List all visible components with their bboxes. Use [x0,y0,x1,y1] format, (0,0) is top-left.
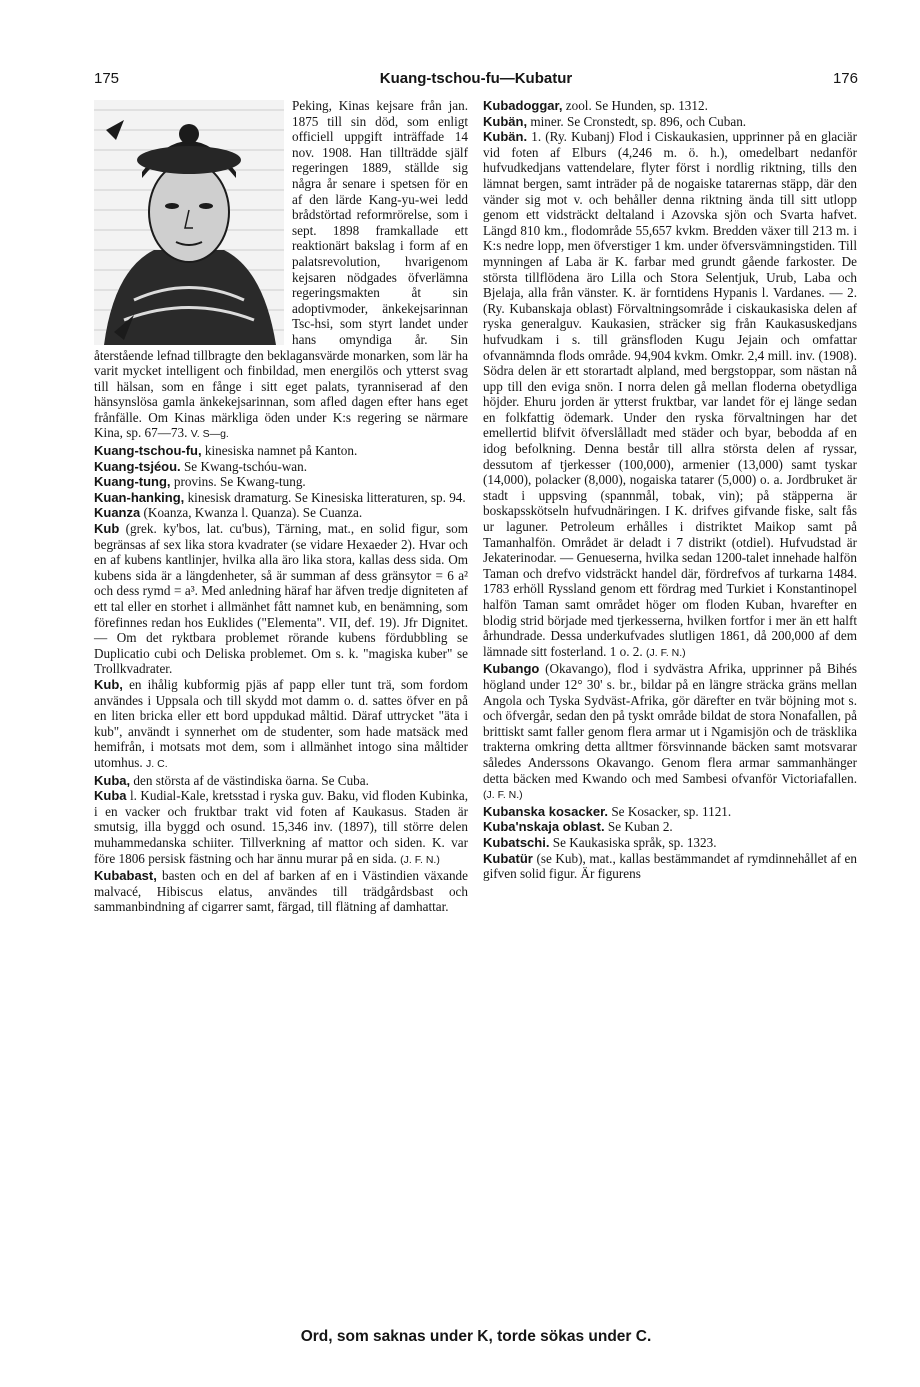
entry-kubanskaja-oblast [483,819,857,835]
entry-headword: Kubango [483,661,540,677]
entry-headword: Kubabast, [94,868,157,884]
entry-kuang-tschou-fu [94,443,468,459]
entry-text: basten och en del af barken af en i Västindien växande malvacé, Hibiscus elatus, användes till trädgårdsbast och sammanbindning af cigarrer samt, färgad, till flätning af damhattar. [94,868,468,915]
right-column [483,98,857,882]
entry-headword: Kubän, [483,113,528,129]
entry-headword: Kubatschi. [483,834,550,850]
entry-text: provins. Se Kwang-tung. [173,474,306,490]
entry-text: Se Kaukasiska språk, sp. 1323. [552,834,717,850]
entry-headword: Kubän. [483,129,528,145]
entry-text: kinesiska namnet på Kanton. [204,443,358,459]
entry-text: en ihålig kubformig pjäs af papp eller tunt trä, som fordom användes i Uppsala och till skydd mot damm o. d. sattes öfver en på en liten bricka eller ett bord uppdukad måltid. Däraf uttrycket "äta i kub", användt i synnerhet om de studenter, som hade matsäck med hemifrån, i motsats mot dem, som i allmänhet intogo sina måltider utomhus. [94,676,468,770]
entry-kuba-town [94,788,468,868]
entry-kub-math [94,521,468,677]
entry-headword: Kuba'nskaja oblast. [483,819,605,835]
entry-headword: Kuang-tung, [94,474,171,490]
entry-headword: Kuang-tsjéou. [94,458,181,474]
entry-kubanska-kosacker [483,804,857,820]
footer-note: Ord, som saknas under K, torde sökas under C. [300,1328,652,1345]
entry-signature: (J. F. N.) [483,789,523,802]
entry-signature: V. S—g. [190,428,229,441]
entry-kubadoggar [483,98,857,114]
entry-text: (Okavango), flod i sydvästra Afrika, upprinner på Bihés högland under 12° 30' s. br., bildar på en längre sträcka gräns mellan Angola och Tyska Sydväst-Afrika, gör därefter en tvär böjning mot s. och öfvergår, sedan den på tyskt område bildat de stora Nonafallen, på brittiskt samt faller genom flera armar ut i Ngamisjön och de träsklika trakterna omkring detta alltmer försvinnande bäcken samt motsvarar således Anderssons Okavango. Genom flera armar sammanhänger detta bäcken med Kwando och med Sambesi ofvanför Victoriafallen. [483,661,858,786]
entry-text: Peking, Kinas kejsare från jan. 1875 till sin död, som enligt officiell uppgift inträffade 14 nov. 1908. Han tillträdde själf regeringen 1889, ställde sig några år senare i spetsen för en af den lärde Kang-yu-wei ledd brådstörtad reformrörelse, som i sept. 1898 framkallade ett reaktionärt bakslag i form af en palatsrevolution, hvarigenom kejsaren nödgades öfverlämna regeringsmakten åt sin adoptivmoder, änkekejsarinnan Tsc-hsi, som styrt landet under hans omyndiga år. Sin återstående lefnad tillbragte den beklagansvärde monarken, som lär ha varit mycket intelligent och finbildad, men energilös och ytterst svag till hälsan, som en fånge i sitt eget palats, tyranniserad af den hänsynslösa gamla änkekejsarinnan, som afled dagen efter hans eget frånfälle. Om Kinas märkliga öden under K:s regering se närmare Kina, sp. 67—73. [94,98,468,441]
entry-kuang-tung [94,474,468,490]
entry-text: (grek. ky'bos, lat. cu'bus), Tärning, mat., en solid figur, som begränsas af sex lika stora kvadrater (se vidare Hexaeder 2). Hvar och en af kubens kantlinjer, hvilka alla äro lika stora, kallas dess sida. Om kubens sida är a längdenheter, så är summan af dess gränsytor = 6 a² och dess rymd = a³. Med anledning häraf har äfven tredje digniteten af ett tal eller en storhet i allmänhet fått namnet kub, en benämning, som förefinnes redan hos Euklides ("Elementa". VII, def. 19). Jfr Dignitet. — Om det ryktbara problemet rörande kubens fördubbling se Duplicatio cubi och Deliska problemet. Om s. k. "magiska kuber" se Trollkvadrater. [94,521,469,677]
page-number-right: 176 [832,70,858,87]
entry-headword: Kuba [94,788,127,804]
entry-text: Se Kosacker, sp. 1121. [611,803,732,819]
entry-text: l. Kudial-Kale, kretsstad i ryska guv. Baku, vid floden Kubinka, i en vacker och fruktbar trakt vid foten af Kaukasus. Staden är smutsig, illa byggd och osund. 15,346 inv. (1897), till större delen muhammedanska schiiter. Tillverkning af mattor och siden. K. var före 1806 persisk fästning och har ännu murar på en sida. [94,788,468,866]
entry-headword: Kubadoggar, [483,98,563,113]
emperor-portrait-image [94,100,284,345]
left-column [94,98,468,915]
entry-kuban-river [483,129,857,661]
entry-text: den största af de västindiska öarna. Se Cuba. [133,772,369,788]
entry-headword: Kuba, [94,772,131,788]
running-title: Kuang-tschou-fu—Kubatur [379,70,573,87]
entry-kubatschi [483,835,857,851]
entry-text: (Koanza, Kwanza l. Quanza). Se Cuanza. [143,505,363,521]
entry-headword: Kub [94,521,120,537]
entry-text: Se Kuban 2. [607,819,673,835]
page-header [94,68,858,94]
entry-kuban-miner [483,114,857,130]
entry-headword: Kub, [94,676,123,692]
entry-headword: Kubanska kosacker. [483,803,609,819]
entry-kuanza [94,505,468,521]
entry-text: Se Kwang-tschóu-wan. [183,458,308,474]
entry-text: miner. Se Cronstedt, sp. 896, och Cuban. [530,113,747,129]
entry-signature: J. C. [146,757,168,770]
entry-kuang-tsjeou [94,459,468,475]
entry-text: kinesisk dramaturg. Se Kinesiska litteraturen, sp. 94. [187,489,466,505]
entry-signature: (J. F. N.) [400,853,440,866]
entry-kuba-island [94,773,468,789]
entry-headword: Kuang-tschou-fu, [94,443,202,459]
entry-kubatur [483,851,857,882]
entry-headword: Kuan-hanking, [94,489,185,505]
entry-headword: Kubatür [483,850,533,866]
entry-text: (se Kub), mat., kallas bestämmandet af rymdinnehållet af en gifven solid figur. Är figurens [483,850,857,882]
entry-guangxu [94,98,468,443]
entry-text: 1. (Ry. Kubanj) Flod i Ciskaukasien, upprinner på en glaciär vid foten af Elburs (4,246 m. ö. h.), omedelbart nedanför hufvudkedjans vattendelare, flyter först i nordlig riktning, tills den lämnat bergen, samt inträder på de nogaiske tatarernas stäpp, där den vänder sig mot v. och behåller denna riktning ända till sitt utlopp genom ett vidsträckt deltaland i Azovska sjön och Svarta hafvet. Längd 810 km., flodområde 55,657 kvkm. Bredden växer till 213 m. i K:s nedre lopp, men öfverstiger 1 km. under öfversvämningstiden. Till mynningen af Laba är K. farbar med grundt gående farkoster. De största tillflödena äro Lilla och Stora Selentjuk, Urub, Laba och Bjelaja, alla från vänster. K. är forntidens Hypanis l. Vardanes. — 2. (Ry. Kubanskaja oblast) Förvaltningsområde i ciskaukasiska delen af ryska generalguv. Kaukasien, sträcker sig från Kaukasuskedjans hufvudkam i s. till gränsfloden Kugu Jejain och omfattar ofvannämnda flods område. 94,904 kvkm. Omkr. 2,4 mill. inv. (1908). Södra delen är ett storartadt alpland, med bergstoppar, som nästan nå upp till den eviga snön. I norra delen gå mellan floderna obetydliga höjder. Ehuru jorden är ytterst fruktbar, var landet för ej länge sedan en folkfattig ödemark. Under den ryska förvaltningen har det emellertid blifvit öfverslålladt med städer och byar, bebodda af en idog befolkning. Denna består till allra största delen af ryssar, dessutom af tjerkesser (100,000), armenier (13,000) samt tyskar (14,000), polacker (8,000), nogaiska tatarer (5,000) o. a. Jordbruket är stadt i uppsving (spannmål, tobak, vin); på stäpperna är boskapsskötseln hufvudnäringen. I K. drifves gifvande fiske, salt fås ur laguner. Petroleum erhålles i distriktet Maikop samt på Tamanhalfön. Området är deladt i 7 distrikt (otdiel). Hufvudstad är Jekaterinodar. — Genueserna, hvilka sedan 1200-talet innehade halfön Taman och drefvo vidsträckt handel där, fördrefvos af turkarna 1484. 1783 erhöll Ryssland genom ett fördrag med Turkiet i Konstantinopel halfön Taman samt området höger om floden Kuban, hvarefter en blodig strid började med tjerkesserna, hvilken fortfor i mer än ett halft århundrade. Dessa underkufvades slutligen 1861, då 200,000 af dem lämnade sitt fosterland. 1 o. 2. [483,129,857,659]
entry-kubabast [94,868,468,915]
entry-headword: Kuanza [94,505,141,521]
entry-signature: (J. F. N.) [645,646,686,659]
page-number-left: 175 [94,70,120,87]
entry-kuan-hanking [94,490,468,506]
entry-kub-box [94,677,468,773]
entry-text: zool. Se Hunden, sp. 1312. [565,98,708,113]
entry-kubango [483,661,857,803]
